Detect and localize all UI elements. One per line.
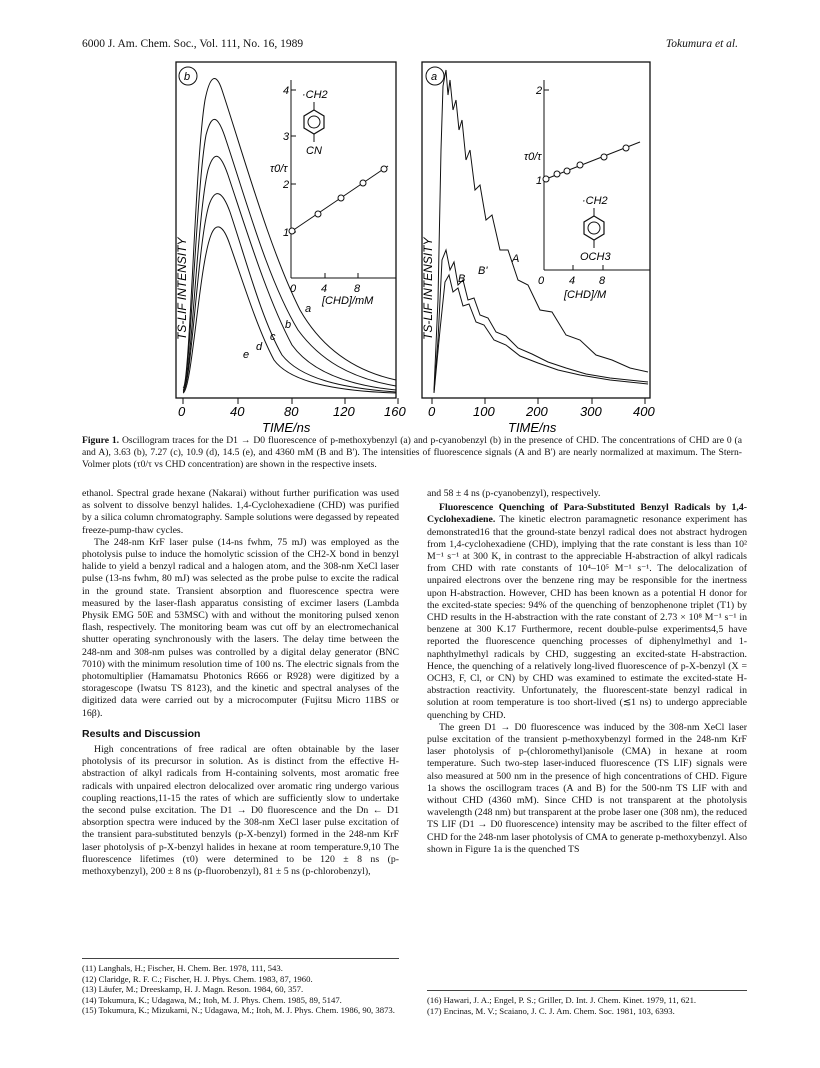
subsection-heading: Fluorescence Quenching of Para-Substituted Benzyl Radicals by 1,4-Cyclohexadiene. — [427, 502, 747, 526]
paragraph: The green D1 → D0 fluorescence was induced by the 308-nm XeCl laser pulse excitation of the transient p-methoxybenzyl formed in the 248-nm KrF laser photolysis of p-(chloromethyl)anisole (CMA) in hexane at room temperature. Such two-step laser-induced fluorescence (TS LIF) signals were also measured at 500 nm in the presence of high concentrations of CHD. Figure 1a shows the oscillogram traces (A and B) for the 500-nm TS LIF with and without CHD (4360 mM). Since CHD is not transparent at the photolysis wavelength (248 nm) but transparent at the probe laser one (308 nm), the reduced TS LIF (D1 → D0 fluorescence) intensity may be ascribed to the filter effect of CHD for the 248-nm laser photolysis of CMA to generate p-methoxybenzyl. Also shown in Figure 1a is the quenched TS — [427, 721, 747, 855]
inset-b — [270, 80, 396, 307]
reference: (16) Hawari, J. A.; Engel, P. S.; Griller, D. Int. J. Chem. Kinet. 1979, 11, 621. — [427, 995, 697, 1005]
inset-xtick: 4 — [321, 283, 328, 295]
reference: (12) Claridge, R. F. C.; Fischer, H. J. Phys. Chem. 1983, 87, 1960. — [82, 973, 313, 984]
paragraph: The 248-nm KrF laser pulse (14-ns fwhm, 75 mJ) was employed as the photolysis pulse to induce the homolytic scission of the CH2-X bond in benzyl halide to yield a benzyl radical and a halogen atom, and the 308-nm XeCl laser pulse (13-ns fwhm, 80 mJ) was selected as the probe pulse to excite the radical in the ground state. Transient absorption and fluorescence spectra were measured by the laser-flash apparatus consisting of excimer lasers (Lambda Physik EMG 50E and 53MSC) with and without the monitoring pulsed xenon flash, respectively. The monitoring beam was cut off by an electromechanical shutter operating synchronously with the lasers. The delay time between the 248-nm and 308-nm pulses was controlled by a digital delay generator (BNC 7010) with the minimum resolution time of 100 ns. The electric signals from the photomultiplier (Hamamatsu Photonics R666 or R928) were digitized by a storagescope (Iwatsu TS 8123), and the kinetic and spectral analyses of the digitized data were carried out by a microcomputer (Fujitsu Micro 11BS or 16β). — [82, 536, 399, 719]
inset-xtick: 8 — [354, 283, 361, 295]
paragraph-text: The kinetic electron paramagnetic resonance experiment has demonstrated16 that the ground-state benzyl radical does not abstract hydrogen from 1,4-cyclohexadiene (CHD), implying that the rate constant is less than 10² M⁻¹ s⁻¹ at 300 K, in contrast to the appreciable H-abstraction of alkyl radicals from CHD with rate constants of 10⁴–10⁵ M⁻¹ s⁻¹. The delocalization of unpaired electrons over the benzene ring may be responsible for the inertness upon H-abstraction. However, CHD has been known as a potential H donor for the excited-state species: 94% of the quenching of benzophenone triplet (T1) by CHD results in the H-abstraction with the rate constant of 2.73 × 10⁸ M⁻¹ s⁻¹ in benzene at 300 K.17 Furthermore, recent double-pulse experiments4,5 have reported the fluorescence quenching processes of diphenylmethyl and 1-naphthylmethyl radicals by CHD, suggesting an excited-state H-abstraction. Hence, the quenching of a relatively long-lived fluorescence of p-X-benzyl (X = OCH3, F, Cl, or CN) by CHD was examined to estimate the excited-state H-abstraction reactivity. Unfortunately, the fluorescent-state benzyl radical in solution at room temperature is too short-lived (≲1 ns) to undergo appreciable quenching by CHD. — [427, 514, 748, 721]
curve-label-d: d — [256, 341, 263, 353]
tick-label: 120 — [333, 404, 355, 419]
running-header-left: 6000 J. Am. Chem. Soc., Vol. 111, No. 16, 1989 — [82, 38, 304, 50]
inset-xlabel: [CHD]/M — [564, 289, 607, 301]
x-axis-label: TIME/ns — [508, 420, 557, 435]
caption-text: Oscillogram traces for the D1 → D0 fluorescence of p-methoxybenzyl (a) and p-cyanobenzyl (b) in the presence of CHD. The concentrations of CHD are 0 (a and A), 3.63 (b), 7.27 (c), 10.9 (d), 14.5 (e), and 4360 mM (B and B'). The intensities of fluorescence signals (A and B') are nearly normalized at maximum. The Stern-Volmer plots (τ0/τ vs CHD concentration) are shown in the respective insets. — [82, 435, 742, 470]
paragraph: ethanol. Spectral grade hexane (Nakarai) without further purification was used as solvent to dissolve benzyl halides. 1,4-Cyclohexadiene (CHD) was purified by a silica column chromatography. Sample solutions were degassed by repeated freeze-pump-thaw cycles. — [82, 488, 399, 536]
curve-label-A: A — [512, 253, 520, 265]
y-axis-label: TS-LIF INTENSITY — [421, 237, 435, 340]
running-header-right: Tokumura et al. — [665, 38, 738, 50]
curve-label-c: c — [270, 331, 276, 343]
inset-xtick: 4 — [569, 275, 576, 287]
inset-ylabel: τ0/τ — [270, 163, 288, 175]
paragraph: High concentrations of free radical are often obtainable by the laser photolysis of its precursor in solution. As is distinct from the effective H-abstraction of alkyl radicals from H-containing solvents, most aromatic free radicals with unpaired electron delocalized over aromatic ring undergo various coupling reactions,11-15 the rates of which are sufficiently slow to undertake the second pulse excitation. The D1 → D0 fluorescence and the Dn ← D1 absorption spectra were induced by the 308-nm XeCl laser pulse excitation of the transient para-substituted benzyls (p-X-benzyl) formed in the 248-nm KrF laser photolysis of p-X-benzyl halides in hexane at room temperature.9,10 The fluorescence lifetimes (τ0) were determined to be 120 ± 8 ns (p-methoxybenzyl), 200 ± 8 ns (p-fluorobenzyl), 81 ± 5 ns (p-chlorobenzyl), — [82, 744, 399, 878]
reference: (11) Langhals, H.; Fischer, H. Chem. Ber. 1978, 111, 543. — [82, 963, 283, 973]
inset-xlabel: [CHD]/mM — [322, 295, 374, 307]
panel-b-label: b — [184, 71, 191, 83]
figure-1 — [0, 0, 820, 480]
inset-ytick: 3 — [283, 131, 290, 143]
footnotes-left — [82, 958, 399, 1016]
tick-label: 80 — [284, 404, 299, 419]
tick-label: 40 — [230, 404, 245, 419]
section-heading: Results and Discussion — [82, 727, 201, 740]
y-axis-label: TS-LIF INTENSITY — [175, 237, 189, 340]
substituent-label: CN — [306, 145, 322, 157]
inset-ylabel: τ0/τ — [524, 151, 542, 163]
substituent-label: OCH3 — [580, 251, 611, 263]
curve-label-a: a — [305, 303, 312, 315]
reference: (17) Encinas, M. V.; Scaiano, J. C. J. Am. Chem. Soc. 1981, 103, 6393. — [427, 1005, 675, 1016]
inset-ytick: 4 — [283, 85, 290, 97]
tick-label: 0 — [428, 404, 436, 419]
paragraph: and 58 ± 4 ns (p-cyanobenzyl), respectively. — [427, 488, 601, 499]
right-column — [427, 488, 747, 856]
curve-label-b: b — [285, 319, 292, 331]
panel-a — [421, 62, 655, 435]
panel-a-label: a — [431, 71, 438, 83]
inset-ytick: 1 — [283, 227, 290, 239]
tick-label: 0 — [178, 404, 186, 419]
curve-label-B: B — [458, 273, 466, 285]
inset-xtick: 0 — [538, 275, 545, 287]
inset-ytick: 1 — [536, 175, 543, 187]
x-axis-label: TIME/ns — [262, 420, 311, 435]
radical-label: ·CH2 — [302, 89, 328, 101]
inset-ytick: 2 — [283, 179, 290, 191]
tick-label: 300 — [580, 404, 602, 419]
inset-xtick: 8 — [599, 275, 606, 287]
inset-a — [524, 80, 650, 301]
reference: (15) Tokumura, K.; Mizukami, N.; Udagawa, M.; Itoh, M. J. Phys. Chem. 1986, 90, 3873. — [82, 1005, 395, 1016]
inset-ytick: 2 — [536, 85, 543, 97]
footnotes-right — [427, 990, 747, 1016]
reference: (13) Läufer, M.; Dreeskamp, H. J. Magn. Reson. 1984, 60, 357. — [82, 984, 304, 995]
radical-label: ·CH2 — [582, 195, 608, 207]
tick-label: 100 — [473, 404, 495, 419]
tick-label: 400 — [633, 404, 655, 419]
tick-label: 200 — [526, 404, 548, 419]
caption-label: Figure 1. — [82, 435, 120, 446]
reference: (14) Tokumura, K.; Udagawa, M.; Itoh, M. J. Phys. Chem. 1985, 89, 5147. — [82, 994, 342, 1005]
tick-label: 160 — [384, 404, 406, 419]
figure-caption — [82, 435, 742, 471]
left-column — [82, 488, 399, 878]
curve-label-B-prime: B' — [478, 265, 488, 277]
inset-xtick: 0 — [290, 283, 297, 295]
panel-b — [175, 62, 406, 435]
paragraph — [427, 502, 747, 722]
curve-label-e: e — [243, 349, 250, 361]
